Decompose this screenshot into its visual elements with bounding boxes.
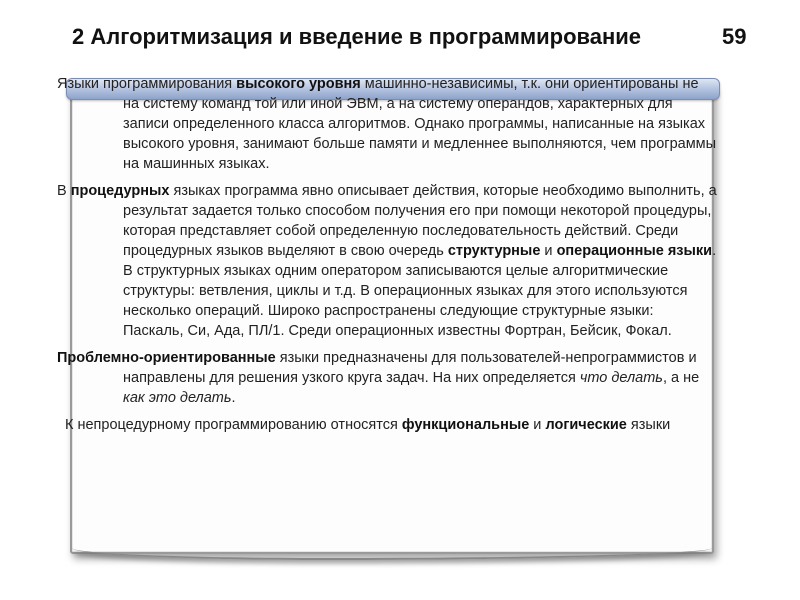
term-operational: операционные языки (556, 243, 713, 259)
text-run: языках программа явно описывает действия, которые необходимо выполнить, а результат задается только способом получения его при помощи некоторой процедуры, которая представляет собой определенную последовательность действий. Среди процедурных языков выделяют в свою очередь (123, 183, 717, 259)
text-run: языки предназначены для пользователей-непрограммистов и направлены для решения узкого круга задач. На них определяется (123, 350, 697, 386)
frame-shadow-curl (72, 548, 712, 560)
term-structural: структурные (447, 243, 541, 259)
text-run: В (57, 183, 71, 199)
term-logical: логические (545, 417, 627, 433)
text-run: и (529, 417, 546, 433)
phrase-how-to-do: как это делать (123, 390, 232, 406)
term-functional: функциональные (401, 417, 530, 433)
paragraph-procedural-languages (57, 181, 717, 341)
text-run: машинно-независимы, т.к. они ориентированы не на систему команд той или иной ЭВМ, а на систему операндов, характерных для записи определенного класса алгоритмов. Однако программы, написанные на языках высокого уровня, занимают больше памяти и медленнее выполняются, чем программы на машинных языках. (123, 76, 717, 172)
text-run: . (712, 243, 717, 259)
term-problem-oriented: Проблемно-ориентированные (57, 350, 276, 366)
slide-body (57, 74, 717, 442)
text-run-structural-detail: В структурных языках одним оператором записываются целые алгоритмические структуры: ветвления, циклы и т.д. В операционных языках для этого используются несколько операций. Широко распространены следующие структурные языки: Паскаль, Си, Ада, ПЛ/1. Среди операционных известны Фортран, Бейсик, Фокал. (123, 263, 688, 339)
paragraph-nonprocedural (57, 415, 717, 435)
text-run: К непроцедурному программированию относятся (65, 417, 402, 433)
text-run: Языки программирования (57, 76, 237, 92)
term-high-level: высокого уровня (236, 76, 361, 92)
text-run: , а не (662, 370, 700, 386)
page-number: 59 (722, 24, 747, 49)
slide-title: 2 Алгоритмизация и введение в программирование (72, 24, 642, 49)
paragraph-problem-oriented (57, 348, 717, 408)
text-run: языки (626, 417, 671, 433)
text-run: и (540, 243, 557, 259)
text-run: . (231, 390, 236, 406)
phrase-what-to-do: что делать (579, 370, 663, 386)
term-procedural: процедурных (70, 183, 170, 199)
paragraph-high-level-languages (57, 74, 717, 174)
